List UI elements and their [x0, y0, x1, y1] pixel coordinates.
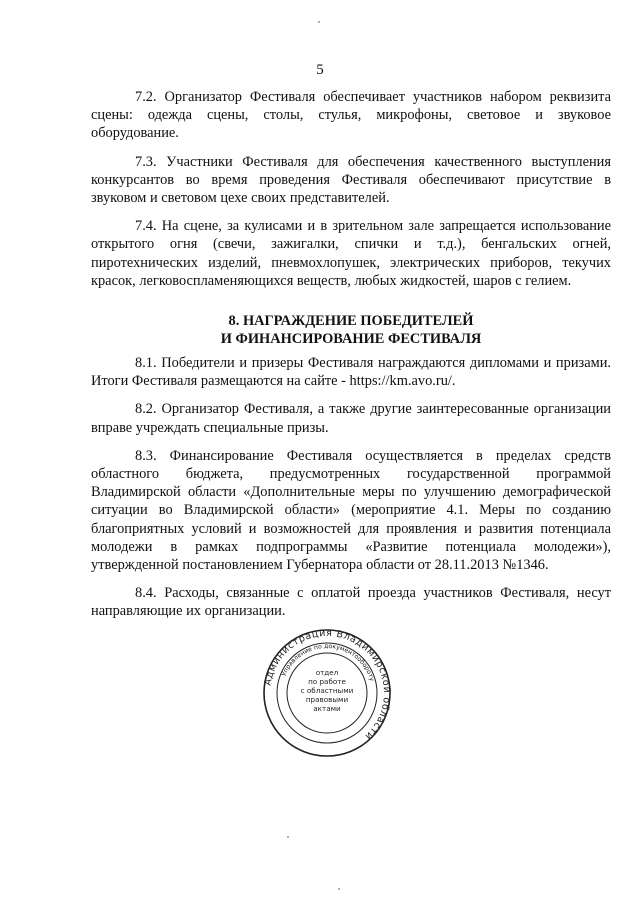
scan-speck [287, 836, 289, 838]
scan-speck [318, 21, 320, 23]
stamp-inner-text: Управление по документообороту [280, 642, 376, 683]
stamp-center-line-5: актами [313, 704, 341, 713]
stamp-center-line-2: по работе [308, 677, 346, 686]
paragraph-8-3: 8.3. Финансирование Фестиваля осуществляется в пределах средств областного бюджета, предусмотренных государственной программой Владимирской области «Дополнительные меры по улучшению демографической ситуации во Владимирской области» (мероприятие 4.1. Меры по созданию благоприятных условий и возможностей для проявления и развития потенциала молодежи в рамках подпрограммы «Развитие потенциала молодежи»), утвержденной постановлением Губернатора области от 28.11.2013 №1346. [91, 447, 611, 574]
section-heading [91, 312, 611, 348]
scan-speck [338, 888, 340, 890]
stamp-center-line-3: с областными [300, 686, 354, 695]
paragraph-7-4: 7.4. На сцене, за кулисами и в зрительном зале запрещается использование открытого огня (свечи, зажигалки, спички и т.д.), бенгальских огней, пиротехнических изделий, пневмохлопушек, электрических приборов, текучих красок, легковоспламеняющихся веществ, любых жидкостей, шаров с гелием. [91, 218, 611, 289]
official-stamp [262, 628, 392, 758]
paragraph-8-1: 8.1. Победители и призеры Фестиваля награждаются дипломами и призами. Итоги Фестиваля размещаются на сайте - https://km.avo.ru/. [91, 355, 611, 390]
section-heading-line-1: 8. НАГРАЖДЕНИЕ ПОБЕДИТЕЛЕЙ [228, 313, 474, 330]
page-number: 5 [316, 62, 324, 78]
stamp-center-line-4: правовыми [305, 695, 349, 704]
paragraph-8-4: 8.4. Расходы, связанные с оплатой проезда участников Фестиваля, несут направляющие их организации. [91, 585, 611, 620]
section-heading-line-2: И ФИНАНСИРОВАНИЕ ФЕСТИВАЛЯ [220, 331, 482, 348]
stamp-center-line-1: отдел [315, 668, 339, 677]
paragraph-7-3: 7.3. Участники Фестиваля для обеспечения качественного выступления конкурсантов во время проведения Фестиваля обеспечивают присутствие в звуковом и световом цехе своих представителей. [91, 153, 611, 207]
paragraph-8-2: 8.2. Организатор Фестиваля, а также другие заинтересованные организации вправе учреждать специальные призы. [91, 401, 611, 436]
paragraph-7-2: 7.2. Организатор Фестиваля обеспечивает участников набором реквизита сцены: одежда сцены, столы, стулья, микрофоны, световое и звуковое оборудование. [91, 89, 611, 142]
document-body [91, 88, 611, 631]
stamp-outer-text: Администрация Владимирской области [262, 628, 392, 742]
